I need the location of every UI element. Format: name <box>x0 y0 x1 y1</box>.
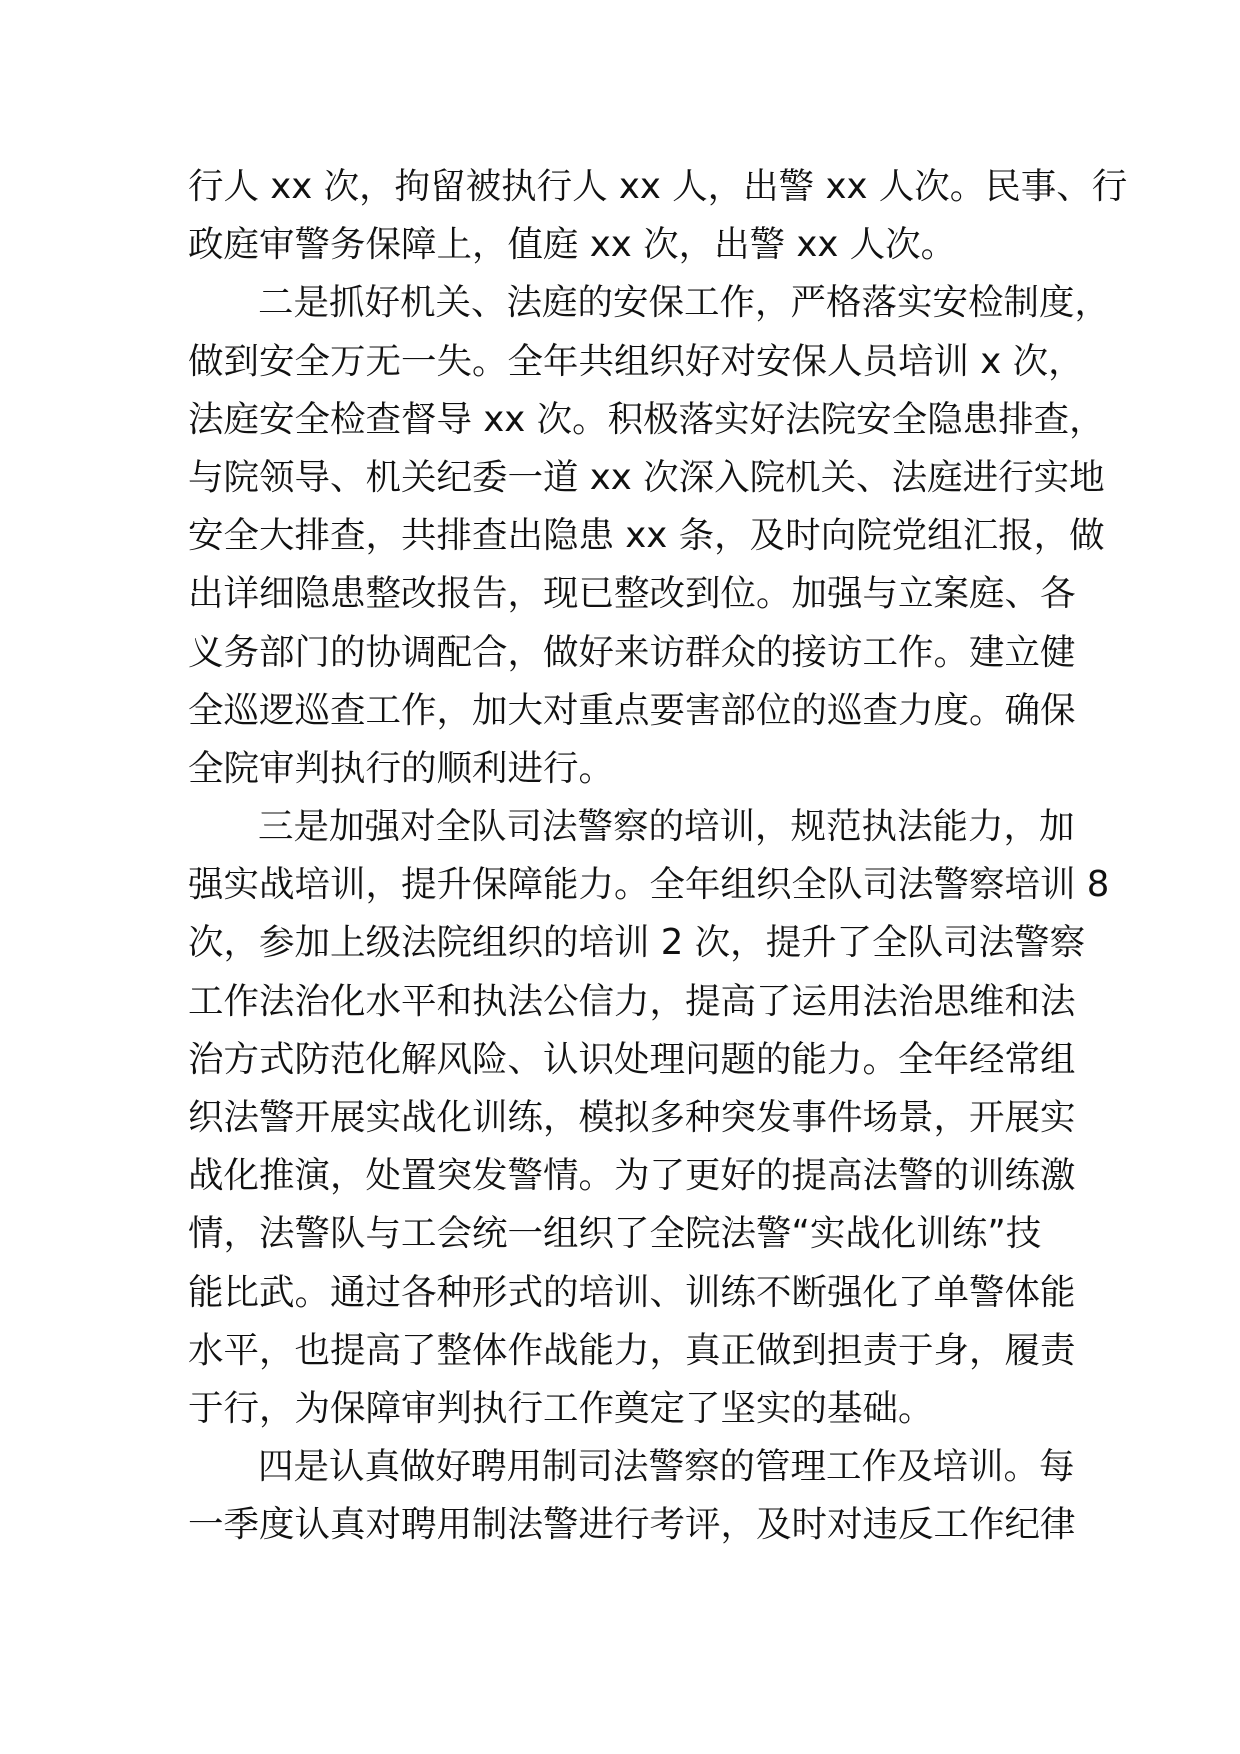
text-line: 四是认真做好聘用制司法警察的管理工作及培训。每 <box>258 1446 1075 1488</box>
text-line: 二是抓好机关、法庭的安保工作，严格落实安检制度， <box>258 282 1111 324</box>
text-line: 做到安全万无一失。全年共组织好对安保人员培训 x 次， <box>188 340 1084 382</box>
text-line: 工作法治化水平和执法公信力，提高了运用法治思维和法 <box>188 980 1076 1022</box>
text-line: 织法警开展实战化训练，模拟多种突发事件场景，开展实 <box>188 1097 1076 1138</box>
text-line: 行人 xx 次，拘留被执行人 xx 人，出警 xx 人次。民事、行 <box>188 166 1128 207</box>
text-line: 水平，也提高了整体作战能力，真正做到担责于身，履责 <box>188 1329 1076 1371</box>
text-line: 法庭安全检查督导 xx 次。积极落实好法院安全隐患排查， <box>188 398 1105 440</box>
text-line: 全院审判执行的顺利进行。 <box>188 747 615 789</box>
text-line: 能比武。通过各种形式的培训、训练不断强化了单警体能 <box>188 1271 1076 1313</box>
text-line: 出详细隐患整改报告，现已整改到位。加强与立案庭、各 <box>188 573 1076 615</box>
text-line: 与院领导、机关纪委一道 xx 次深入院机关、法庭进行实地 <box>188 456 1105 498</box>
text-line: 三是加强对全队司法警察的培训，规范执法能力，加 <box>258 806 1075 848</box>
text-line: 安全大排查，共排查出隐患 xx 条，及时向院党组汇报，做 <box>188 515 1105 557</box>
text-line: 全巡逻巡查工作，加大对重点要害部位的巡查力度。确保 <box>188 689 1076 731</box>
text-line: 强实战培训，提升保障能力。全年组织全队司法警察培训 8 <box>188 864 1110 906</box>
text-line: 情，法警队与工会统一组织了全院法警“实战化训练”技 <box>188 1213 1042 1255</box>
text-line: 义务部门的协调配合，做好来访群众的接访工作。建立健 <box>188 631 1076 673</box>
document-body <box>188 158 1128 1555</box>
text-line: 战化推演，处置突发警情。为了更好的提高法警的训练激 <box>188 1155 1076 1197</box>
text-line: 治方式防范化解风险、认识处理问题的能力。全年经常组 <box>188 1038 1076 1080</box>
text-line: 政庭审警务保障上，值庭 xx 次，出警 xx 人次。 <box>188 224 957 266</box>
text-line: 一季度认真对聘用制法警进行考评，及时对违反工作纪律 <box>188 1504 1076 1546</box>
text-line: 于行，为保障审判执行工作奠定了坚实的基础。 <box>188 1387 934 1429</box>
text-line: 次，参加上级法院组织的培训 2 次，提升了全队司法警察 <box>188 922 1086 964</box>
